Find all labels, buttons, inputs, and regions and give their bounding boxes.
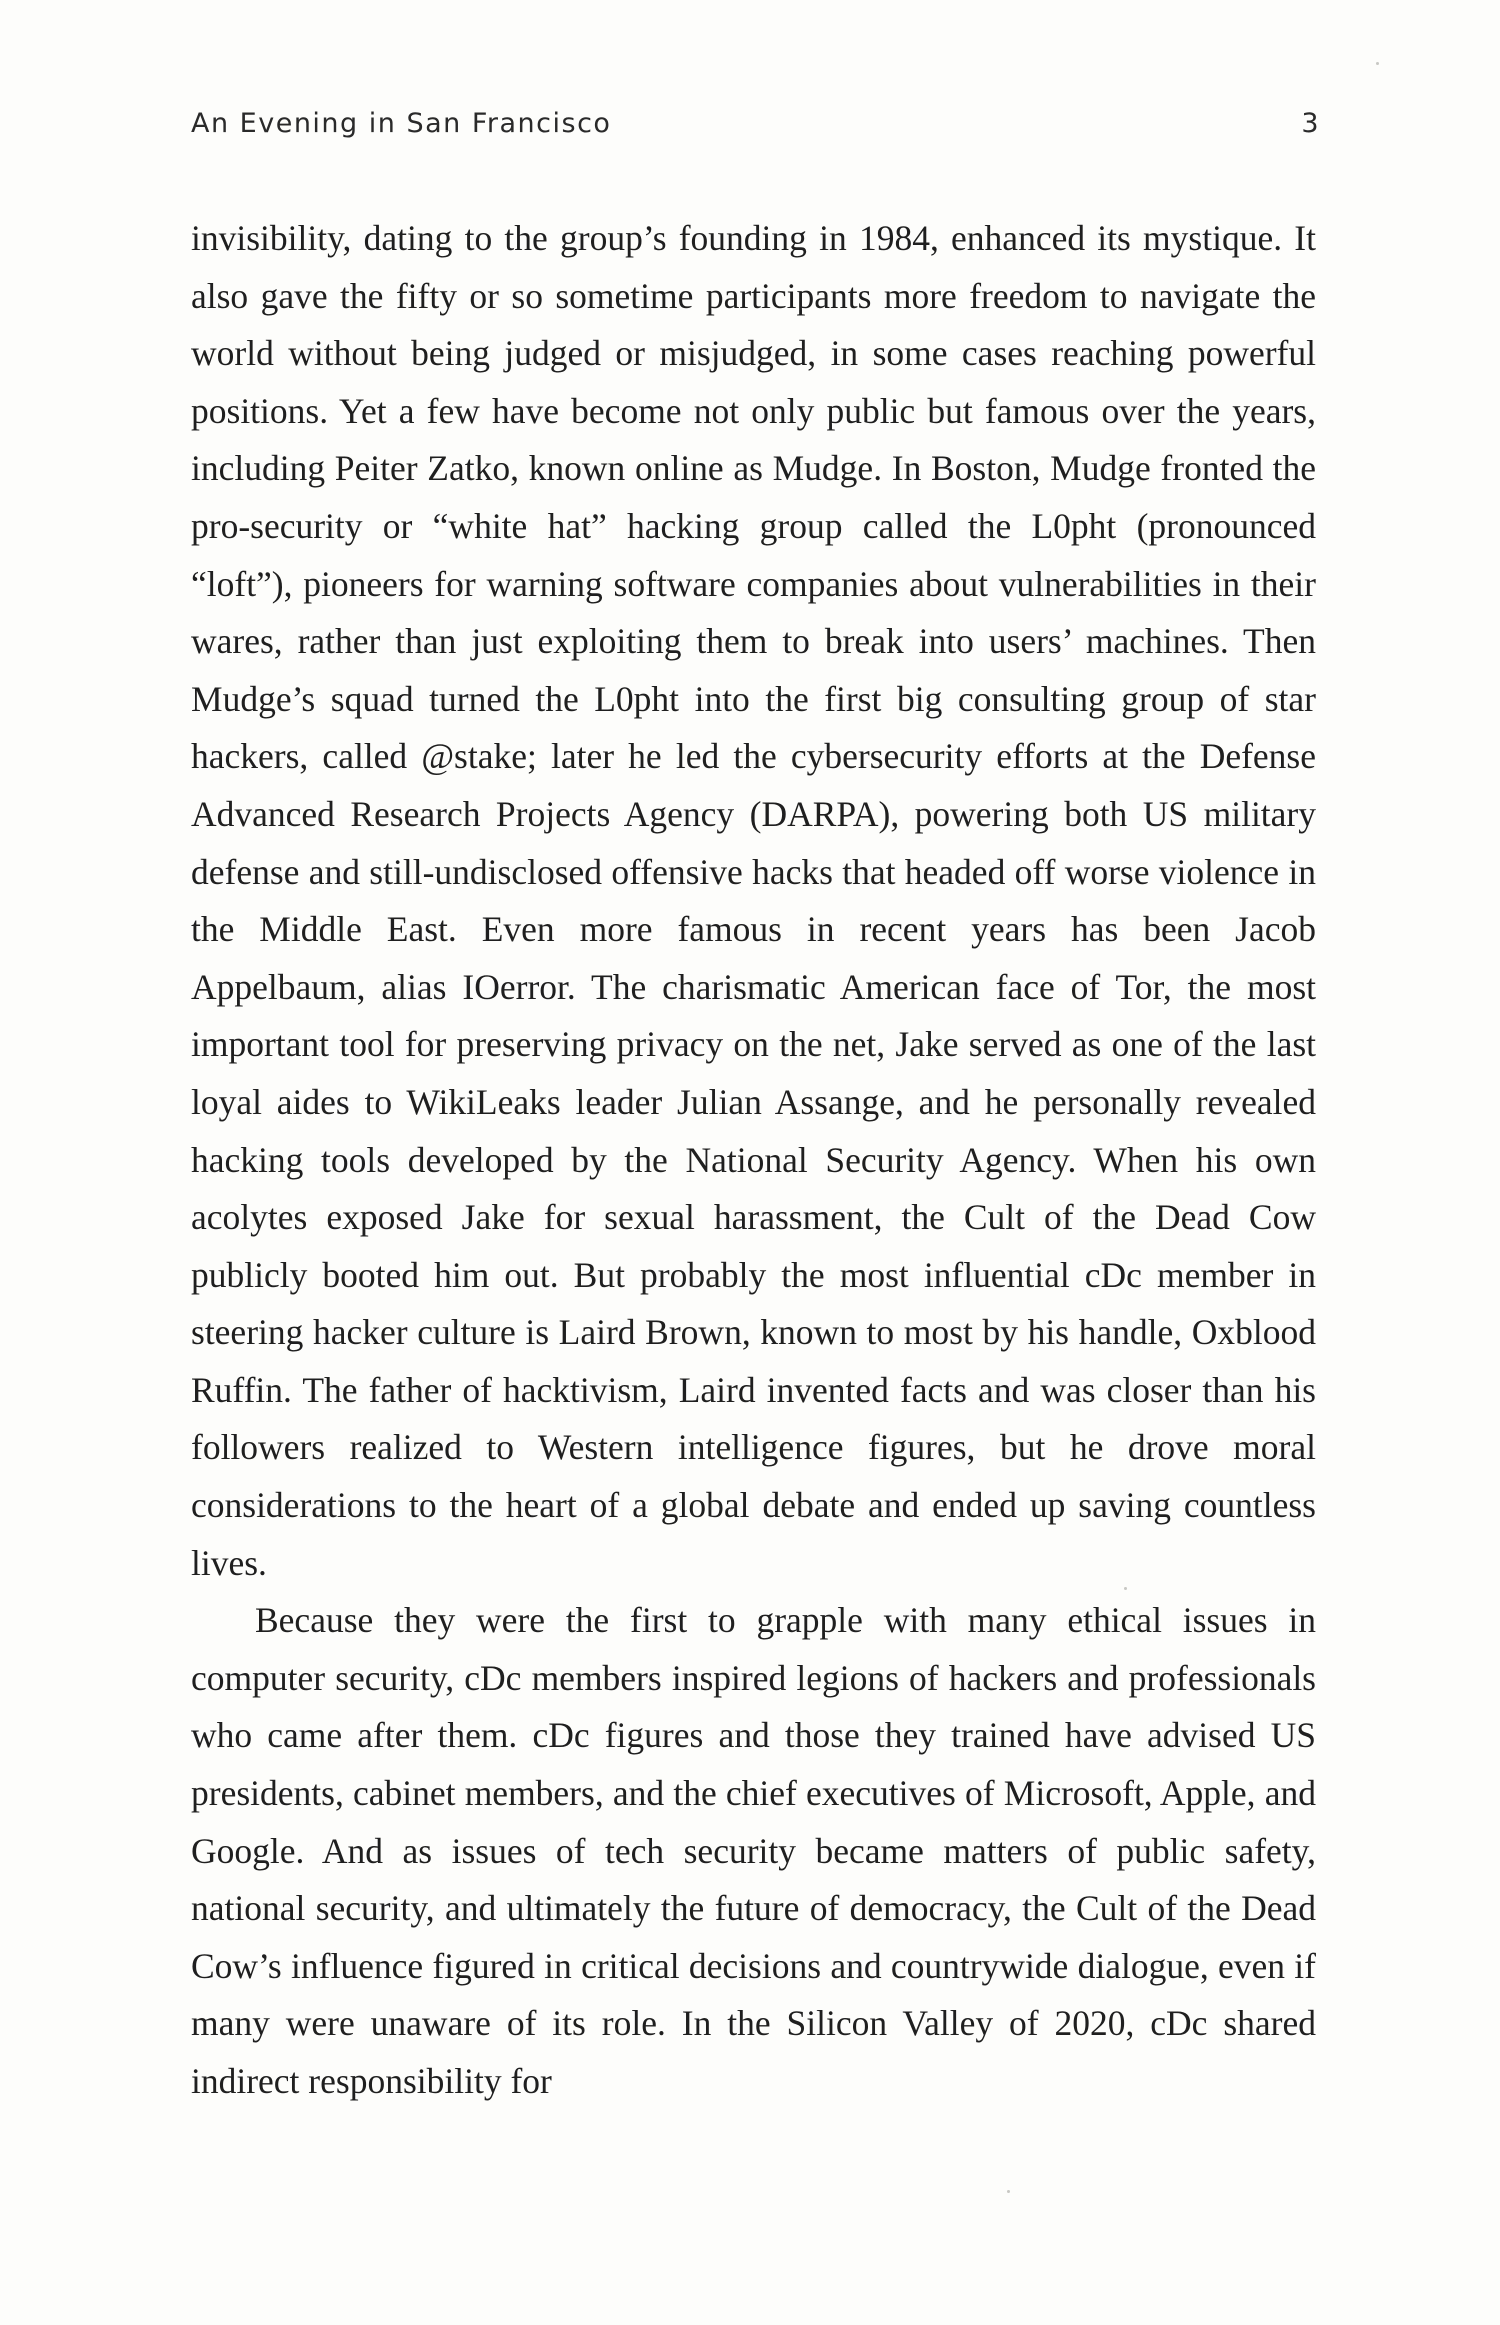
running-head: [191, 108, 1320, 148]
paragraph: Because they were the first to grapple with many ethical issues in computer security, cDc members inspired legions of hackers and professionals who came after them. cDc figures and those they trained have advised US presidents, cabinet members, and the chief executives of Microsoft, Apple, and Google. And as issues of tech security became matters of public safety, national security, and ultimately the future of democracy, the Cult of the Dead Cow’s influence figured in critical decisions and countrywide dialogue, even if many were unaware of its role. In the Silicon Valley of 2020, cDc shared indirect responsibility for: [191, 1600, 1316, 2101]
scan-speck: [1124, 1587, 1127, 1590]
page-number: 3: [1301, 108, 1320, 139]
body-text: [191, 210, 1316, 2111]
paragraph-continued: invisibility, dating to the group’s founding in 1984, enhanced its mystique. It also gave the fifty or so sometime participants more freedom to navigate the world without being judged or misjudged, in some cases reaching powerful positions. Yet a few have become not only public but famous over the years, including Peiter Zatko, known online as Mudge. In Boston, Mudge fronted the pro-security or “white hat” hacking group called the L0pht (pronounced “loft”), pioneers for warning software companies about vulnerabilities in their wares, rather than just exploiting them to break into users’ machines. Then Mudge’s squad turned the L0pht into the first big consulting group of star hackers, called @stake; later he led the cybersecurity efforts at the Defense Advanced Research Projects Agency (DARPA), powering both US military defense and still-undisclosed offensive hacks that headed off worse violence in the Middle East. Even more famous in recent years has been Jacob Appelbaum, alias IOerror. The charismatic American face of Tor, the most important tool for preserving privacy on the net, Jake served as one of the last loyal aides to WikiLeaks leader Julian Assange, and he personally revealed hacking tools developed by the National Security Agency. When his own acolytes exposed Jake for sexual harassment, the Cult of the Dead Cow publicly booted him out. But probably the most influential cDc member in steering hacker culture is Laird Brown, known to most by his handle, Oxblood Ruffin. The father of hacktivism, Laird invented facts and was closer than his followers realized to Western intelligence figures, but he drove moral considerations to the heart of a global debate and ended up saving countless lives.: [191, 218, 1316, 1583]
scan-speck: [1376, 62, 1379, 65]
running-title: An Evening in San Francisco: [191, 108, 612, 139]
scan-speck: [1007, 2190, 1010, 2193]
